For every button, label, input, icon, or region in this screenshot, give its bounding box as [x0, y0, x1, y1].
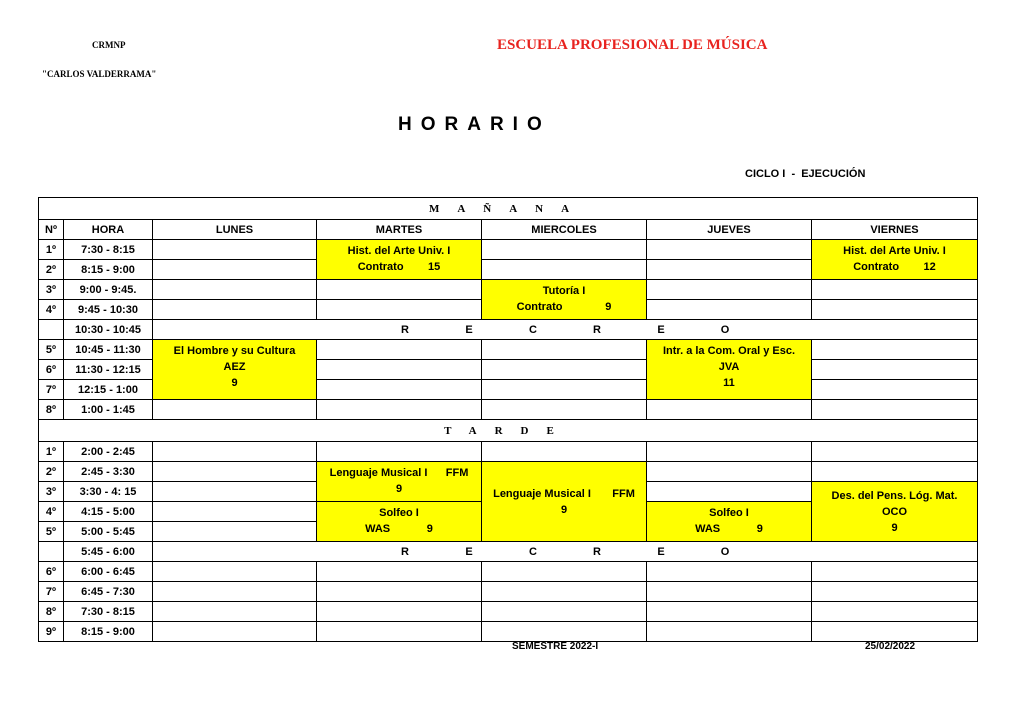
cycle-label: CICLO I - EJECUCIÓN: [745, 168, 866, 180]
slot-empty: [482, 380, 647, 400]
table-row: [39, 582, 978, 602]
period-time: 9:00 - 9:45.: [64, 280, 153, 300]
recess-letter: E: [465, 323, 473, 336]
course-hours: 11: [723, 377, 735, 389]
course-detail: WAS 9: [365, 523, 433, 535]
table-row: [39, 340, 978, 360]
recess-letter: E: [465, 545, 473, 558]
slot-empty: [812, 280, 978, 300]
course-name: Solfeo I: [709, 507, 749, 519]
slot-empty: [812, 360, 978, 380]
recess-row: [39, 320, 978, 340]
course-teacher: OCO: [881, 505, 908, 518]
slot-empty: [812, 622, 978, 642]
period-number: 5º: [39, 522, 64, 542]
period-time: 2:45 - 3:30: [64, 462, 153, 482]
period-number: 1º: [39, 240, 64, 260]
course-name: Tutoría I: [542, 285, 586, 297]
slot-empty: [317, 582, 482, 602]
period-time: 5:45 - 6:00: [64, 542, 153, 562]
course-detail: Contrato 12: [853, 261, 936, 273]
col-header-lunes: LUNES: [153, 220, 317, 240]
slot-empty: [153, 280, 317, 300]
course-solfeo-jueves: [647, 502, 812, 542]
course-des-pens-log: [812, 482, 978, 542]
slot-empty: [482, 400, 647, 420]
slot-empty: [812, 380, 978, 400]
slot-empty: [812, 400, 978, 420]
morning-label: MAÑANA: [39, 198, 978, 220]
period-time: 7:30 - 8:15: [64, 602, 153, 622]
slot-empty: [153, 400, 317, 420]
slot-empty: [153, 602, 317, 622]
recess-label: [153, 320, 978, 340]
slot-empty: [482, 602, 647, 622]
table-row: [39, 622, 978, 642]
slot-empty: [482, 240, 647, 260]
table-row: [39, 562, 978, 582]
slot-empty: [153, 582, 317, 602]
course-lenguaje-miercoles: [482, 462, 647, 542]
period-number: 3º: [39, 482, 64, 502]
slot-empty: [482, 442, 647, 462]
slot-empty: [482, 562, 647, 582]
period-time: 12:15 - 1:00: [64, 380, 153, 400]
period-number: 5º: [39, 340, 64, 360]
period-number: 7º: [39, 380, 64, 400]
slot-empty: [153, 482, 317, 502]
schedule-table: [38, 197, 978, 642]
slot-empty: [317, 400, 482, 420]
col-header-hora: HORA: [64, 220, 153, 240]
recess-letter: O: [720, 323, 730, 336]
period-number: 8º: [39, 400, 64, 420]
period-number: [39, 320, 64, 340]
course-intr-com-oral: [647, 340, 812, 400]
period-number: 4º: [39, 300, 64, 320]
period-number: 8º: [39, 602, 64, 622]
slot-empty: [153, 562, 317, 582]
period-number: 9º: [39, 622, 64, 642]
course-name: Hist. del Arte Univ. I: [843, 245, 946, 257]
recess-letter: R: [401, 323, 409, 336]
slot-empty: [153, 240, 317, 260]
recess-letter: E: [657, 545, 665, 558]
slot-empty: [812, 562, 978, 582]
period-number: 6º: [39, 360, 64, 380]
course-name: Lenguaje Musical I FFM: [329, 467, 469, 479]
col-header-viernes: VIERNES: [812, 220, 978, 240]
course-hist-arte-viernes: [812, 240, 978, 280]
recess-letter: C: [529, 323, 537, 336]
col-header-num: Nº: [39, 220, 64, 240]
slot-empty: [482, 360, 647, 380]
slot-empty: [153, 442, 317, 462]
period-time: 7:30 - 8:15: [64, 240, 153, 260]
course-detail: Contrato 9: [516, 301, 612, 313]
slot-empty: [812, 602, 978, 622]
slot-empty: [482, 582, 647, 602]
slot-empty: [647, 622, 812, 642]
recess-row: [39, 542, 978, 562]
period-number: 1º: [39, 442, 64, 462]
morning-header-row: [39, 198, 978, 220]
school-title: ESCUELA PROFESIONAL DE MÚSICA: [497, 37, 768, 53]
period-time: 3:30 - 4: 15: [64, 482, 153, 502]
course-solfeo-martes: [317, 502, 482, 542]
period-number: 3º: [39, 280, 64, 300]
recess-label: [153, 542, 978, 562]
slot-empty: [153, 462, 317, 482]
slot-empty: [812, 582, 978, 602]
slot-empty: [317, 622, 482, 642]
course-hours: 9: [891, 521, 898, 534]
table-row: [39, 400, 978, 420]
course-name: Intr. a la Com. Oral y Esc.: [662, 345, 796, 357]
period-time: 10:45 - 11:30: [64, 340, 153, 360]
course-tutoria: [482, 280, 647, 320]
slot-empty: [647, 400, 812, 420]
period-time: 6:45 - 7:30: [64, 582, 153, 602]
course-name: Hist. del Arte Univ. I: [347, 245, 451, 257]
slot-empty: [317, 602, 482, 622]
slot-empty: [317, 360, 482, 380]
table-row: [39, 280, 978, 300]
table-row: [39, 602, 978, 622]
recess-letter: R: [593, 323, 601, 336]
slot-empty: [317, 380, 482, 400]
slot-empty: [812, 300, 978, 320]
slot-empty: [153, 522, 317, 542]
slot-empty: [317, 562, 482, 582]
semester-label: SEMESTRE 2022-I: [512, 641, 599, 652]
slot-empty: [482, 260, 647, 280]
slot-empty: [647, 442, 812, 462]
table-row: [39, 240, 978, 260]
page-title: HORARIO: [398, 114, 551, 135]
slot-empty: [153, 260, 317, 280]
slot-empty: [647, 562, 812, 582]
slot-empty: [153, 622, 317, 642]
course-lenguaje-martes: [317, 462, 482, 502]
course-teacher: AEZ: [223, 361, 246, 373]
slot-empty: [647, 582, 812, 602]
period-time: 11:30 - 12:15: [64, 360, 153, 380]
period-number: 7º: [39, 582, 64, 602]
slot-empty: [647, 462, 812, 482]
course-hist-arte-martes: [317, 240, 482, 280]
course-detail: Contrato 15: [357, 261, 441, 273]
period-time: 8:15 - 9:00: [64, 260, 153, 280]
recess-letter: R: [401, 545, 409, 558]
afternoon-label: TARDE: [39, 420, 978, 442]
slot-empty: [317, 442, 482, 462]
col-header-miercoles: MIERCOLES: [482, 220, 647, 240]
recess-letter: C: [529, 545, 537, 558]
date-label: 25/02/2022: [865, 641, 916, 652]
period-time: 8:15 - 9:00: [64, 622, 153, 642]
slot-empty: [153, 300, 317, 320]
institution-name: "CARLOS VALDERRAMA": [42, 69, 157, 79]
table-row: [39, 462, 978, 482]
period-time: 5:00 - 5:45: [64, 522, 153, 542]
period-number: 4º: [39, 502, 64, 522]
col-header-martes: MARTES: [317, 220, 482, 240]
slot-empty: [317, 300, 482, 320]
slot-empty: [812, 462, 978, 482]
slot-empty: [647, 280, 812, 300]
course-teacher: JVA: [718, 361, 740, 373]
slot-empty: [812, 340, 978, 360]
slot-empty: [482, 340, 647, 360]
period-time: 4:15 - 5:00: [64, 502, 153, 522]
course-hours: 9: [231, 377, 238, 389]
column-header-row: [39, 220, 978, 240]
course-name: Des. del Pens. Lóg. Mat.: [831, 489, 958, 502]
slot-empty: [647, 602, 812, 622]
period-number: 2º: [39, 260, 64, 280]
course-hours: 9: [560, 503, 568, 516]
slot-empty: [647, 240, 812, 260]
slot-empty: [317, 280, 482, 300]
period-number: 2º: [39, 462, 64, 482]
course-hours: 9: [395, 483, 403, 495]
course-name: Lenguaje Musical I FFM: [493, 487, 635, 500]
period-time: 9:45 - 10:30: [64, 300, 153, 320]
period-number: 6º: [39, 562, 64, 582]
slot-empty: [317, 340, 482, 360]
slot-empty: [153, 502, 317, 522]
afternoon-header-row: [39, 420, 978, 442]
period-time: 2:00 - 2:45: [64, 442, 153, 462]
recess-letter: O: [720, 545, 730, 558]
col-header-jueves: JUEVES: [647, 220, 812, 240]
recess-letter: R: [593, 545, 601, 558]
slot-empty: [647, 300, 812, 320]
institution-short: CRMNP: [92, 40, 126, 50]
period-time: 10:30 - 10:45: [64, 320, 153, 340]
slot-empty: [482, 622, 647, 642]
course-hombre-cultura: [153, 340, 317, 400]
slot-empty: [812, 442, 978, 462]
table-row: [39, 442, 978, 462]
slot-empty: [647, 482, 812, 502]
course-name: El Hombre y su Cultura: [173, 345, 296, 357]
period-time: 6:00 - 6:45: [64, 562, 153, 582]
recess-letter: E: [657, 323, 665, 336]
course-name: Solfeo I: [379, 507, 419, 519]
course-detail: WAS 9: [695, 523, 763, 535]
period-time: 1:00 - 1:45: [64, 400, 153, 420]
slot-empty: [647, 260, 812, 280]
period-number: [39, 542, 64, 562]
